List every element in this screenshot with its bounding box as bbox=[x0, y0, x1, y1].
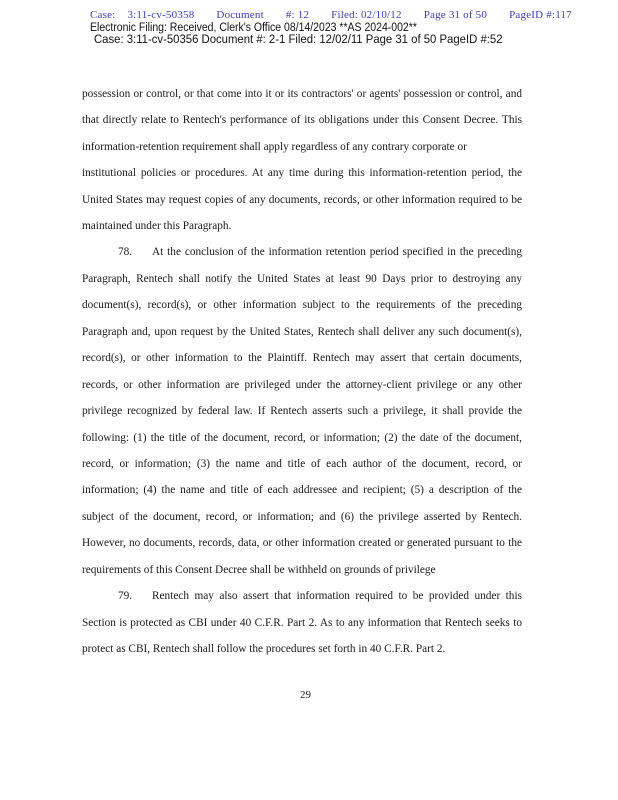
body-line: subject of the document, record, or information; and (6) the privilege asserted by Rentech. bbox=[82, 511, 522, 523]
paragraph-78-first-line bbox=[118, 246, 522, 258]
body-line: However, no documents, records, data, or other information created or generated pursuant to the bbox=[82, 537, 522, 549]
ecf-filed-date: Filed: 02/10/12 bbox=[331, 9, 402, 21]
body-line: following: (1) the title of the document, record, or information; (2) the date of the document, bbox=[82, 432, 522, 444]
body-line: Section is protected as CBI under 40 C.F.R. Part 2. As to any information that Rentech seeks to bbox=[82, 617, 522, 629]
ecf-document-number: #: 12 bbox=[285, 9, 310, 21]
ecf-case-number: 3:11-cv-50358 bbox=[127, 9, 195, 21]
case-header-line: Case: 3:11-cv-50356 Document #: 2-1 Filed: 12/02/11 Page 31 of 50 PageID #:52 bbox=[94, 32, 503, 46]
body-line: Paragraph, Rentech shall notify the United States at least 90 Days prior to destroying any bbox=[82, 273, 522, 285]
ecf-page: Page 31 of 50 bbox=[423, 9, 488, 21]
paragraph-78-number: 78. bbox=[118, 246, 133, 258]
page-number: 29 bbox=[300, 689, 311, 701]
body-line: information-retention requirement shall apply regardless of any contrary corporate or bbox=[82, 141, 467, 153]
paragraph-78-lead: At the conclusion of the information retention period specified in the preceding bbox=[152, 246, 522, 258]
ecf-document-label: Document bbox=[216, 9, 264, 21]
ecf-case-label: Case: bbox=[90, 9, 116, 21]
body-line: document(s), record(s), or other information subject to the requirements of the preceding bbox=[82, 299, 522, 311]
body-line: Paragraph and, upon request by the United States, Rentech shall deliver any such document(s), bbox=[82, 326, 522, 338]
body-line: United States may request copies of any documents, records, or other information required to be bbox=[82, 194, 522, 206]
body-line: that directly relate to Rentech's performance of its obligations under this Consent Decree. This bbox=[82, 114, 522, 126]
ecf-pageid: PageID #:117 bbox=[509, 9, 572, 21]
body-line: institutional policies or procedures. At any time during this information-retention period, the bbox=[82, 167, 522, 179]
body-line: record, or information; (3) the name and title of each author of the document, record, or bbox=[82, 458, 522, 470]
body-line: maintained under this Paragraph. bbox=[82, 220, 232, 232]
body-line: records, or other information are privileged under the attorney-client privilege or any other bbox=[82, 379, 522, 391]
body-line: privilege recognized by federal law. If Rentech asserts such a privilege, it shall provide the bbox=[82, 405, 522, 417]
body-line: possession or control, or that come into it or its contractors' or agents' possession or control, and bbox=[82, 88, 522, 100]
body-line: information; (4) the name and title of each addressee and recipient; (5) a description of the bbox=[82, 484, 522, 496]
paragraph-79-first-line bbox=[118, 590, 522, 602]
paragraph-79-lead: Rentech may also assert that information required to be provided under this bbox=[152, 590, 522, 602]
body-line: record(s), or other information to the Plaintiff. Rentech may assert that certain documents, bbox=[82, 352, 522, 364]
filing-stamp: Electronic Filing: Received, Clerk's Office 08/14/2023 **AS 2024-002** bbox=[90, 20, 417, 34]
paragraph-79-number: 79. bbox=[118, 590, 133, 602]
body-line: requirements of this Consent Decree shall be withheld on grounds of privilege bbox=[82, 564, 436, 576]
body-line: protect as CBI, Rentech shall follow the procedures set forth in 40 C.F.R. Part 2. bbox=[82, 643, 446, 655]
